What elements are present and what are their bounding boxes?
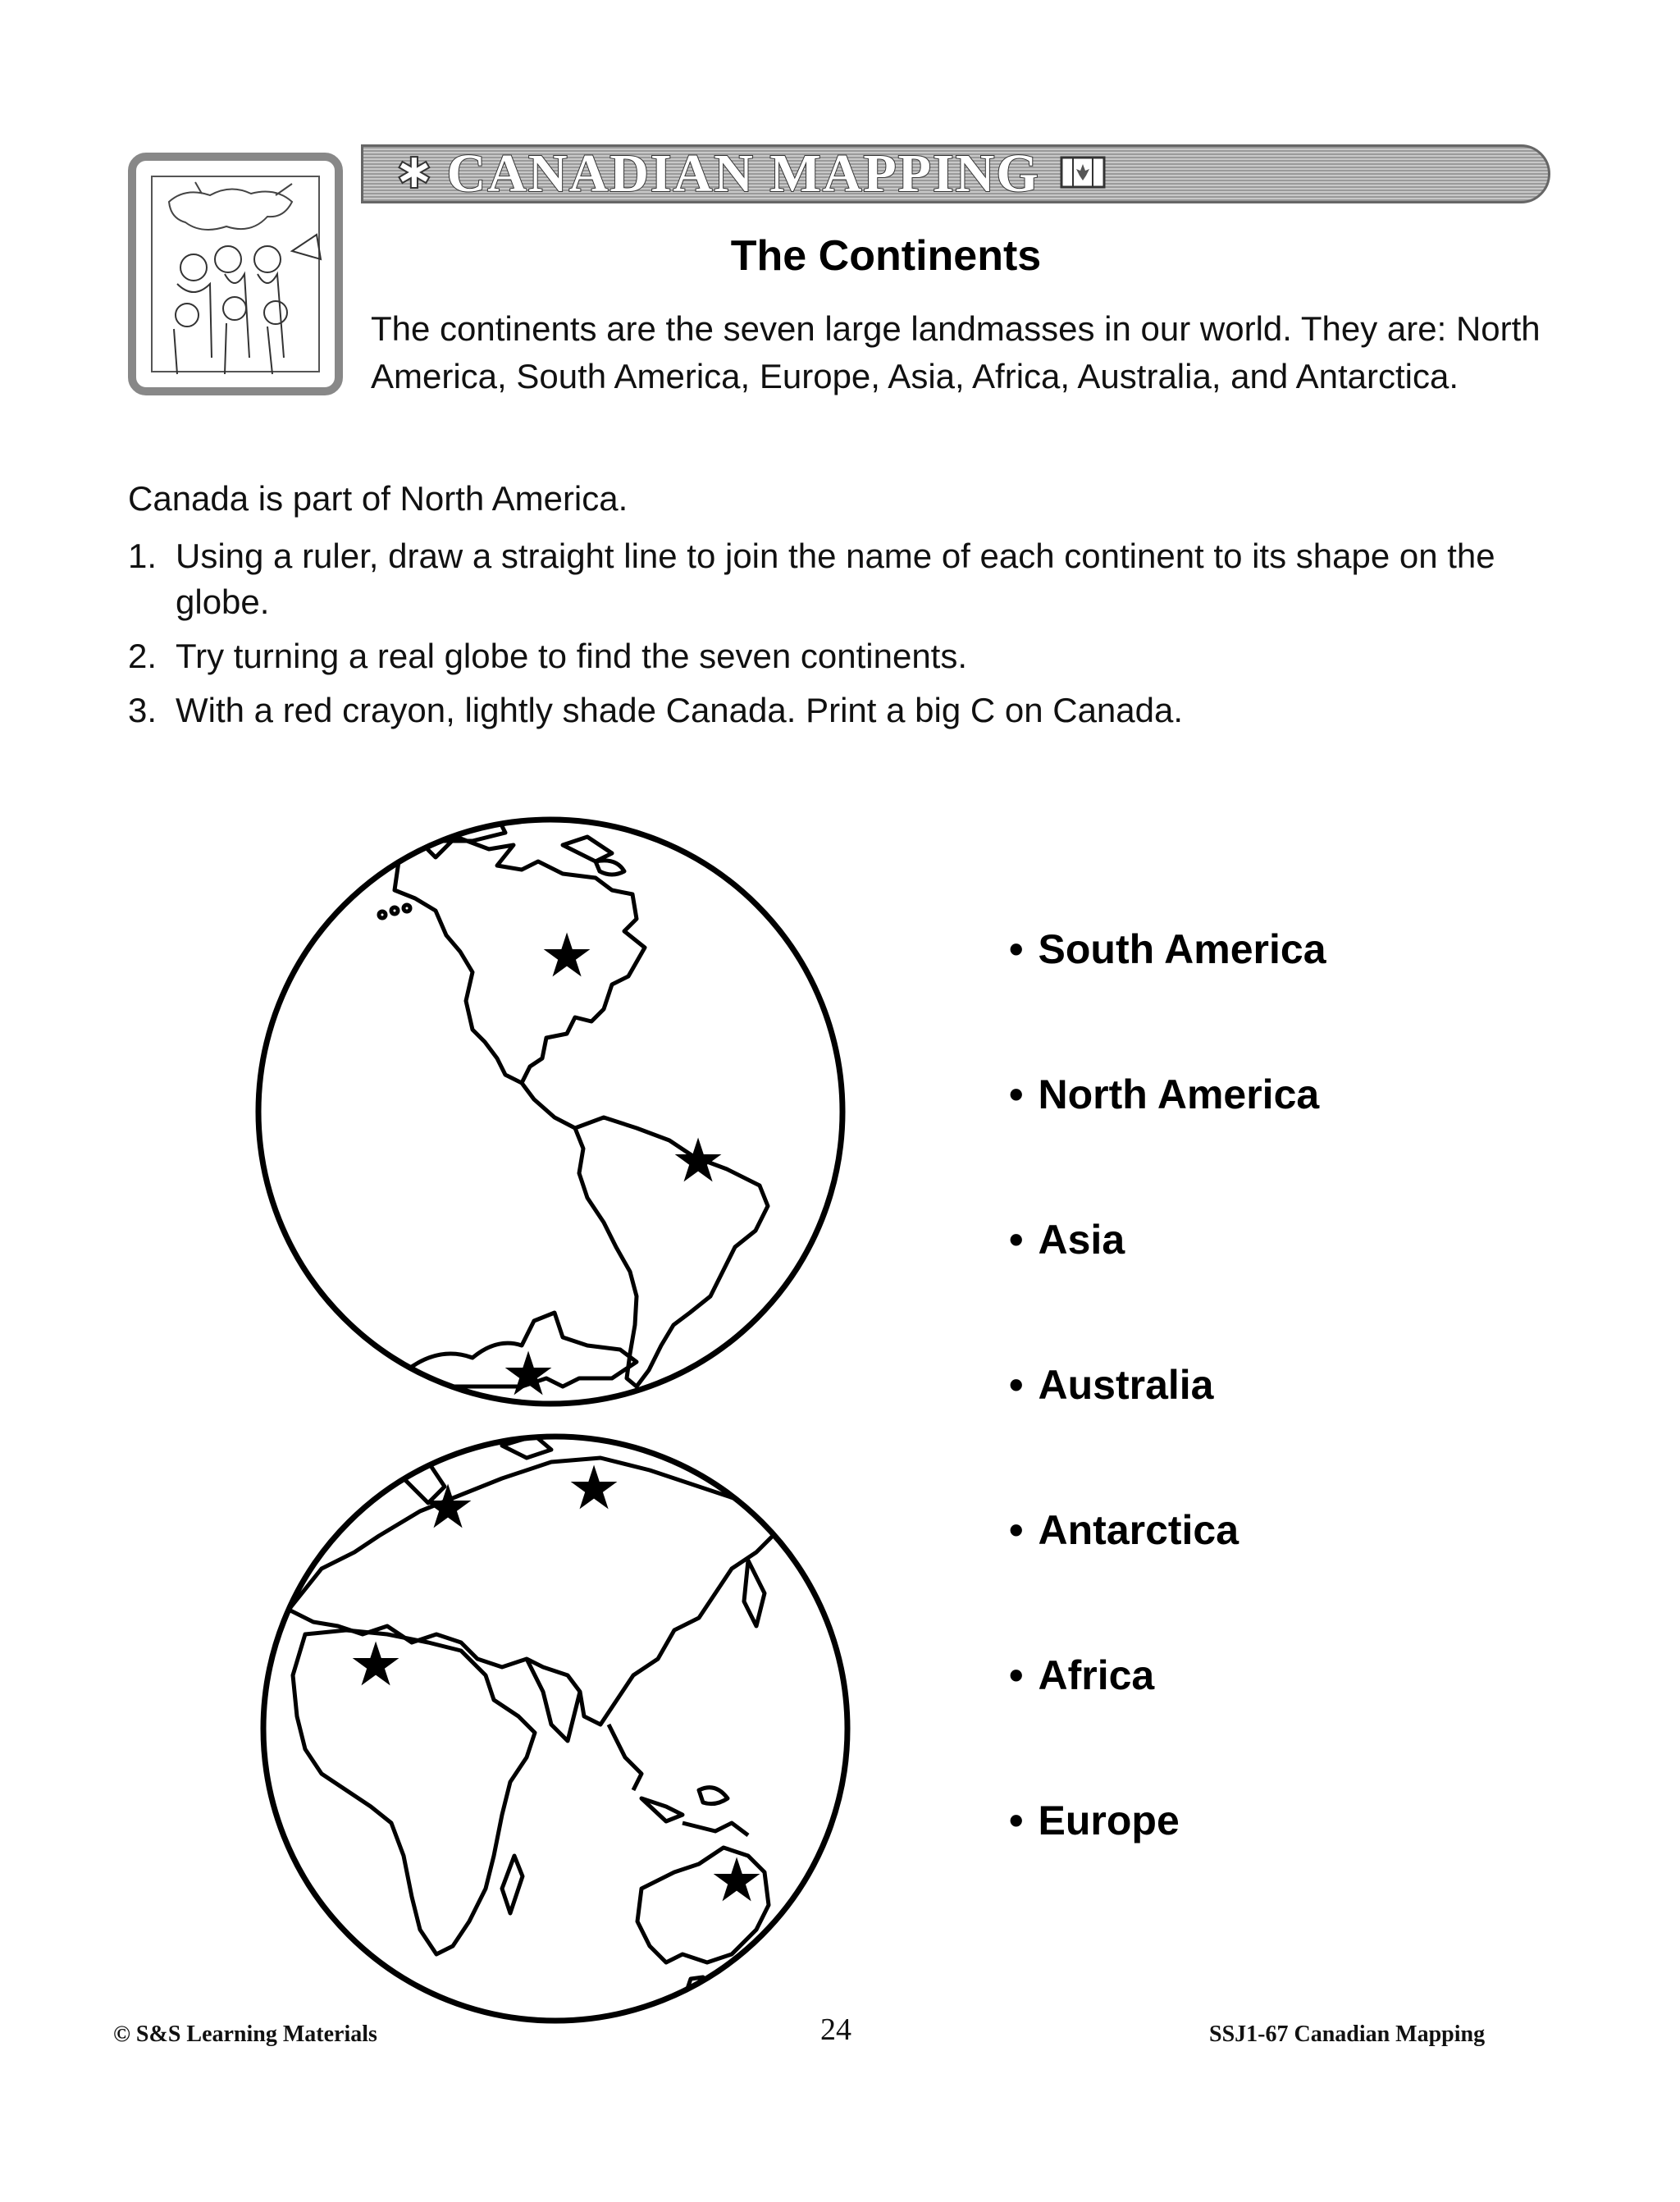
continent-label: • Australia [1009,1362,1214,1408]
maple-leaf-icon: ✱ [396,150,432,198]
continent-label: • Africa [1009,1652,1155,1698]
continent-label: • South America [1009,926,1326,972]
banner-title: CANADIAN MAPPING [446,144,1040,203]
star-icon: ★ [709,1845,765,1916]
star-icon: ★ [348,1629,404,1700]
instruction-text: With a red crayon, lightly shade Canada. Print a big C on Canada. [176,691,1184,729]
star-icon: ★ [539,921,595,991]
continent-label: • North America [1009,1071,1320,1117]
instruction-number: 3. [128,691,158,729]
continent-label: • Asia [1009,1217,1125,1263]
title-banner [361,144,1550,203]
page-title: The Continents [730,232,1042,280]
africa-outline [293,1630,535,1954]
instruction-item [128,633,1555,679]
instruction-number: 1. [128,537,158,575]
continent-label: • Antarctica [1009,1507,1239,1553]
star-icon: ★ [500,1339,556,1409]
canada-statement: Canada is part of North America. [128,479,628,518]
copyright: © S&S Learning Materials [113,2022,377,2047]
flag-icon [1058,153,1107,196]
globe-americas [251,812,850,1411]
globe-africa-eurasia [256,1429,855,2028]
continent-label-list [1009,925,1326,1942]
instruction-list [128,533,1555,742]
star-icon: ★ [566,1453,622,1524]
instruction-item [128,688,1555,733]
continent-label: • Europe [1009,1798,1180,1843]
book-code: SSJ1-67 Canadian Mapping [1209,2022,1486,2047]
instruction-item [128,533,1555,625]
star-icon: ★ [420,1472,476,1542]
instruction-text: Using a ruler, draw a straight line to join the name of each continent to its shape on the globe. [176,537,1495,621]
instruction-number: 2. [128,637,158,675]
instruction-text: Try turning a real globe to find the seven continents. [176,637,968,675]
page-number: 24 [820,2012,851,2047]
star-icon: ★ [670,1126,726,1196]
intro-paragraph: The continents are the seven large landmasses in our world. They are: North America, South America, Europe, Asia, Africa, Australia, and Antarctica. [371,309,1541,395]
